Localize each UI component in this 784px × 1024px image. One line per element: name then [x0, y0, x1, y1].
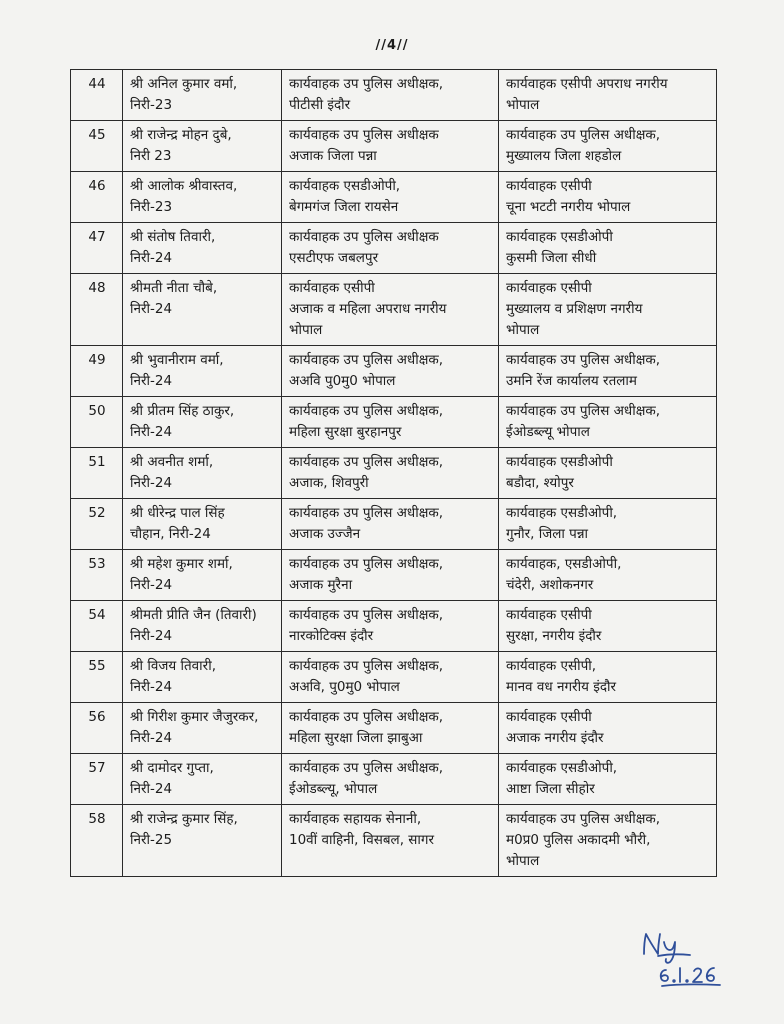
cell-line: श्री राजेन्द्र मोहन दुबे,: [130, 127, 232, 143]
cell-line: एसटीएफ जबलपुर: [289, 250, 379, 266]
cell-line: निरी-24: [130, 424, 173, 440]
new-posting-cell: [499, 448, 717, 499]
current-posting-cell: [282, 703, 499, 754]
current-posting-cell: [282, 805, 499, 877]
cell-line: भोपाल: [506, 322, 540, 338]
cell-line: श्री आलोक श्रीवास्तव,: [130, 178, 238, 194]
cell-line: कार्यवाहक उप पुलिस अधीक्षक,: [506, 403, 661, 419]
cell-line: आष्टा जिला सीहोर: [506, 781, 595, 797]
cell-line: श्री गिरीश कुमार जैजुरकर,: [130, 709, 259, 725]
new-posting-cell: [499, 346, 717, 397]
cell-line: कार्यवाहक एसीपी: [506, 607, 592, 623]
cell-line: श्रीमती नीता चौबे,: [130, 280, 218, 296]
cell-line: कार्यवाहक उप पुलिस अधीक्षक: [289, 127, 439, 143]
new-posting-cell: [499, 223, 717, 274]
cell-line: अजाक नगरीय इंदौर: [506, 730, 604, 746]
current-posting-cell: [282, 652, 499, 703]
cell-line: कार्यवाहक उप पुलिस अधीक्षक,: [506, 811, 661, 827]
current-posting-cell: [282, 448, 499, 499]
cell-line: अअवि, पु0मु0 भोपाल: [289, 679, 400, 695]
officer-name-cell: [123, 274, 282, 346]
cell-line: निरी-24: [130, 301, 173, 317]
cell-line: कार्यवाहक एसीपी: [506, 709, 592, 725]
cell-line: 10वीं वाहिनी, विसबल, सागर: [289, 832, 435, 848]
cell-line: श्री धीरेन्द्र पाल सिंह: [130, 505, 225, 521]
cell-line: कार्यवाहक उप पुलिस अधीक्षक,: [506, 127, 661, 143]
officer-name-cell: [123, 70, 282, 121]
new-posting-cell: [499, 703, 717, 754]
current-posting-cell: [282, 550, 499, 601]
cell-line: कार्यवाहक एसडीओपी: [506, 454, 613, 470]
cell-line: निरी-24: [130, 781, 173, 797]
table-row: [71, 223, 717, 274]
current-posting-cell: [282, 172, 499, 223]
cell-line: निरी-24: [130, 730, 173, 746]
officer-name-cell: [123, 652, 282, 703]
serial-number-cell: 50: [71, 397, 123, 448]
cell-line: श्री राजेन्द्र कुमार सिंह,: [130, 811, 238, 827]
officer-name-cell: [123, 754, 282, 805]
cell-line: कार्यवाहक सहायक सेनानी,: [289, 811, 422, 827]
cell-line: निरी-24: [130, 373, 173, 389]
cell-line: कार्यवाहक उप पुलिस अधीक्षक,: [289, 505, 444, 521]
current-posting-cell: [282, 274, 499, 346]
cell-line: श्री अनिल कुमार वर्मा,: [130, 76, 238, 92]
page-number: //4//: [375, 38, 409, 53]
cell-line: चूना भटटी नगरीय भोपाल: [506, 199, 631, 215]
cell-line: कार्यवाहक उप पुलिस अधीक्षक,: [289, 556, 444, 572]
table-row: [71, 601, 717, 652]
handwritten-signature: [638, 924, 748, 990]
cell-line: अअवि पु0मु0 भोपाल: [289, 373, 396, 389]
serial-number-cell: 52: [71, 499, 123, 550]
cell-line: महिला सुरक्षा बुरहानपुर: [289, 424, 402, 440]
cell-line: कार्यवाहक एसीपी अपराध नगरीय: [506, 76, 668, 92]
current-posting-cell: [282, 121, 499, 172]
cell-line: निरी-24: [130, 577, 173, 593]
cell-line: कार्यवाहक उप पुलिस अधीक्षक,: [289, 76, 444, 92]
cell-line: श्री प्रीतम सिंह ठाकुर,: [130, 403, 235, 419]
cell-line: भोपाल: [506, 97, 540, 113]
serial-number-cell: 57: [71, 754, 123, 805]
new-posting-cell: [499, 550, 717, 601]
current-posting-cell: [282, 601, 499, 652]
officer-name-cell: [123, 601, 282, 652]
serial-number-cell: 55: [71, 652, 123, 703]
signature-ink-icon: [638, 924, 748, 990]
new-posting-cell: [499, 172, 717, 223]
current-posting-cell: [282, 397, 499, 448]
cell-line: कार्यवाहक एसीपी,: [506, 658, 597, 674]
new-posting-cell: [499, 397, 717, 448]
cell-line: सुरक्षा, नगरीय इंदौर: [506, 628, 602, 644]
new-posting-cell: [499, 499, 717, 550]
table-row: [71, 121, 717, 172]
cell-line: अजाक जिला पन्ना: [289, 148, 377, 164]
cell-line: कार्यवाहक एसीपी: [506, 178, 592, 194]
cell-line: निरी-24: [130, 250, 173, 266]
officer-name-cell: [123, 805, 282, 877]
officer-name-cell: [123, 703, 282, 754]
cell-line: चंदेरी, अशोकनगर: [506, 577, 594, 593]
cell-line: ईओडब्ल्यू, भोपाल: [289, 781, 378, 797]
cell-line: निरी-25: [130, 832, 173, 848]
cell-line: म0प्र0 पुलिस अकादमी भौरी,: [506, 832, 651, 848]
cell-line: कार्यवाहक एसीपी: [289, 280, 375, 296]
cell-line: कार्यवाहक एसडीओपी,: [289, 178, 401, 194]
cell-line: बडौदा, श्योपुर: [506, 475, 574, 491]
officer-name-cell: [123, 172, 282, 223]
serial-number-cell: 46: [71, 172, 123, 223]
new-posting-cell: [499, 70, 717, 121]
cell-line: श्री अवनीत शर्मा,: [130, 454, 214, 470]
current-posting-cell: [282, 346, 499, 397]
officer-name-cell: [123, 550, 282, 601]
cell-line: कार्यवाहक उप पुलिस अधीक्षक,: [289, 403, 444, 419]
cell-line: कार्यवाहक उप पुलिस अधीक्षक: [289, 229, 439, 245]
officer-name-cell: [123, 448, 282, 499]
cell-line: कार्यवाहक उप पुलिस अधीक्षक,: [506, 352, 661, 368]
cell-line: अजाक मुरैना: [289, 577, 353, 593]
cell-line: गुनौर, जिला पन्ना: [506, 526, 589, 542]
serial-number-cell: 54: [71, 601, 123, 652]
cell-line: बेगमगंज जिला रायसेन: [289, 199, 399, 215]
cell-line: श्री विजय तिवारी,: [130, 658, 216, 674]
table-row: [71, 448, 717, 499]
officer-name-cell: [123, 121, 282, 172]
serial-number-cell: 47: [71, 223, 123, 274]
serial-number-cell: 44: [71, 70, 123, 121]
cell-line: कार्यवाहक, एसडीओपी,: [506, 556, 622, 572]
cell-line: निरी-24: [130, 475, 173, 491]
table-row: [71, 652, 717, 703]
cell-line: नारकोटिक्स इंदौर: [289, 628, 374, 644]
cell-line: निरी-24: [130, 679, 173, 695]
cell-line: श्रीमती प्रीति जैन (तिवारी): [130, 607, 257, 623]
cell-line: मानव वध नगरीय इंदौर: [506, 679, 617, 695]
table-row: [71, 346, 717, 397]
cell-line: निरी-23: [130, 97, 173, 113]
cell-line: भोपाल: [289, 322, 323, 338]
serial-number-cell: 49: [71, 346, 123, 397]
cell-line: अजाक उज्जैन: [289, 526, 361, 542]
table-row: [71, 703, 717, 754]
current-posting-cell: [282, 754, 499, 805]
table-row: [71, 397, 717, 448]
cell-line: निरी-23: [130, 199, 173, 215]
cell-line: मुख्यालय व प्रशिक्षण नगरीय: [506, 301, 643, 317]
table-row: [71, 499, 717, 550]
cell-line: कार्यवाहक एसडीओपी: [506, 229, 613, 245]
cell-line: भोपाल: [506, 853, 540, 869]
serial-number-cell: 56: [71, 703, 123, 754]
new-posting-cell: [499, 601, 717, 652]
new-posting-cell: [499, 805, 717, 877]
cell-line: कार्यवाहक उप पुलिस अधीक्षक,: [289, 709, 444, 725]
cell-line: अजाक व महिला अपराध नगरीय: [289, 301, 447, 317]
cell-line: श्री दामोदर गुप्ता,: [130, 760, 214, 776]
new-posting-cell: [499, 652, 717, 703]
current-posting-cell: [282, 499, 499, 550]
cell-line: श्री महेश कुमार शर्मा,: [130, 556, 233, 572]
cell-line: कार्यवाहक उप पुलिस अधीक्षक,: [289, 454, 444, 470]
table-row: [71, 70, 717, 121]
officer-name-cell: [123, 397, 282, 448]
officer-name-cell: [123, 223, 282, 274]
cell-line: कार्यवाहक उप पुलिस अधीक्षक,: [289, 658, 444, 674]
table-row: [71, 172, 717, 223]
table-row: [71, 274, 717, 346]
officer-name-cell: [123, 499, 282, 550]
cell-line: मुख्यालय जिला शहडोल: [506, 148, 622, 164]
new-posting-cell: [499, 121, 717, 172]
table-row: [71, 805, 717, 877]
cell-line: कार्यवाहक उप पुलिस अधीक्षक,: [289, 607, 444, 623]
cell-line: कार्यवाहक एसडीओपी,: [506, 505, 618, 521]
cell-line: कार्यवाहक उप पुलिस अधीक्षक,: [289, 760, 444, 776]
transfer-table: [70, 69, 717, 877]
cell-line: कार्यवाहक उप पुलिस अधीक्षक,: [289, 352, 444, 368]
cell-line: निरी-24: [130, 628, 173, 644]
cell-line: महिला सुरक्षा जिला झाबुआ: [289, 730, 423, 746]
cell-line: कुसमी जिला सीधी: [506, 250, 597, 266]
cell-line: कार्यवाहक एसडीओपी,: [506, 760, 618, 776]
current-posting-cell: [282, 223, 499, 274]
transfer-table-body: [71, 70, 717, 877]
new-posting-cell: [499, 274, 717, 346]
new-posting-cell: [499, 754, 717, 805]
cell-line: अजाक, शिवपुरी: [289, 475, 369, 491]
serial-number-cell: 53: [71, 550, 123, 601]
serial-number-cell: 48: [71, 274, 123, 346]
cell-line: कार्यवाहक एसीपी: [506, 280, 592, 296]
cell-line: पीटीसी इंदौर: [289, 97, 351, 113]
table-row: [71, 754, 717, 805]
cell-line: श्री भुवानीराम वर्मा,: [130, 352, 224, 368]
cell-line: उमनि रेंज कार्यालय रतलाम: [506, 373, 637, 389]
serial-number-cell: 58: [71, 805, 123, 877]
current-posting-cell: [282, 70, 499, 121]
cell-line: चौहान, निरी-24: [130, 526, 211, 542]
cell-line: निरी 23: [130, 148, 172, 164]
serial-number-cell: 45: [71, 121, 123, 172]
cell-line: ईओडब्ल्यू भोपाल: [506, 424, 590, 440]
cell-line: श्री संतोष तिवारी,: [130, 229, 216, 245]
serial-number-cell: 51: [71, 448, 123, 499]
officer-name-cell: [123, 346, 282, 397]
table-row: [71, 550, 717, 601]
